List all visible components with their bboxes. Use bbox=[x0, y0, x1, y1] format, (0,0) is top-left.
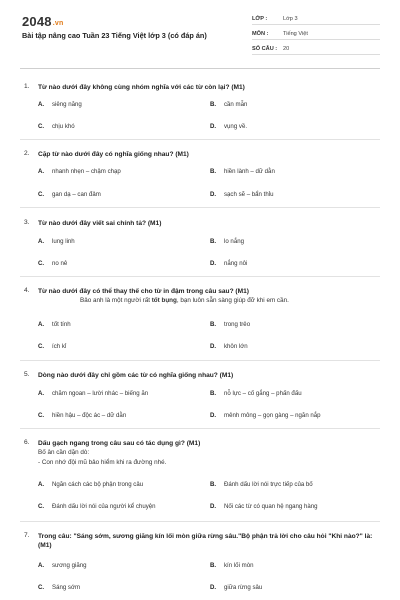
question-text: Dấu gạch ngang trong câu sau có tác dụng gì? (M1) bbox=[38, 440, 201, 447]
question-text: Từ nào dưới đây viết sai chính tả? (M1) bbox=[38, 220, 162, 227]
option-a[interactable]: A. chăm ngoan – lười nhác – biếng ăn bbox=[38, 390, 149, 397]
meta-class-value: Lớp 3 bbox=[283, 16, 298, 22]
option-b[interactable]: B. trong trẻo bbox=[210, 321, 251, 328]
question-number: 4. bbox=[24, 287, 30, 294]
question-divider bbox=[20, 521, 380, 522]
option-a[interactable]: A. Ngăn cách các bộ phận trong câu bbox=[38, 481, 144, 488]
example-line-2: - Con nhớ đội mũ bảo hiểm khi ra đường nhé. bbox=[38, 459, 167, 466]
question-divider bbox=[20, 276, 380, 277]
question-text: Cặp từ nào dưới đây có nghĩa giống nhau? (M1) bbox=[38, 151, 189, 158]
option-a[interactable]: A. tốt tính bbox=[38, 321, 71, 328]
option-c[interactable]: C. hiền hậu – độc ác – dữ dằn bbox=[38, 412, 127, 419]
worksheet-header bbox=[0, 0, 400, 66]
question-text: Dòng nào dưới đây chỉ gồm các từ có nghĩa giống nhau? (M1) bbox=[38, 372, 234, 379]
question-text: Trong câu: "Sáng sớm, sương giăng kín lối mòn giữa rừng sâu."Bộ phận trả lời cho câu hỏi "Khi nào?" là: (M1) bbox=[38, 533, 373, 549]
option-d[interactable]: D. vụng về. bbox=[210, 123, 248, 130]
option-c[interactable]: C. ích kỉ bbox=[38, 343, 67, 350]
header-divider bbox=[20, 68, 380, 69]
option-a[interactable]: A. nhanh nhẹn – chậm chạp bbox=[38, 168, 121, 175]
question-number: 2. bbox=[24, 150, 30, 157]
option-b[interactable]: B. hiền lành – dữ dằn bbox=[210, 168, 275, 175]
option-a[interactable]: A. sương giăng bbox=[38, 562, 87, 569]
option-d[interactable]: D. sạch sẽ – bẩn thỉu bbox=[210, 191, 274, 198]
option-b[interactable]: B. nỗ lực – cố gắng – phấn đấu bbox=[210, 390, 302, 397]
option-c[interactable]: C. no nê bbox=[38, 260, 68, 267]
meta-class-label: LỚP : bbox=[252, 16, 268, 22]
option-a[interactable]: A. lung linh bbox=[38, 238, 75, 245]
question-number: 5. bbox=[24, 371, 30, 378]
question-number: 1. bbox=[24, 83, 30, 90]
question-text: Từ nào dưới đây có thể thay thế cho từ in đậm trong câu sau? (M1) bbox=[38, 288, 249, 295]
meta-count-label: SỐ CÂU : bbox=[252, 46, 278, 52]
question-divider bbox=[20, 428, 380, 429]
option-b[interactable]: B. kín lối mòn bbox=[210, 562, 254, 569]
option-d[interactable]: D. nắng nôi bbox=[210, 260, 248, 267]
meta-subject-value: Tiếng Việt bbox=[283, 31, 308, 37]
site-logo[interactable]: 2048.vn bbox=[22, 14, 64, 29]
divider bbox=[252, 24, 380, 25]
question-divider bbox=[20, 139, 380, 140]
option-b[interactable]: B. lo nắng bbox=[210, 238, 244, 245]
example-sentence: Bảo anh là một người rất tốt bụng, bạn luôn sẵn sàng giúp đỡ khi em cần. bbox=[80, 297, 289, 304]
question-number: 7. bbox=[24, 532, 30, 539]
option-c[interactable]: C. chịu khó bbox=[38, 123, 75, 130]
option-b[interactable]: B. cần mẫn bbox=[210, 101, 248, 108]
question-text: Từ nào dưới đây không cùng nhóm nghĩa với các từ còn lại? (M1) bbox=[38, 84, 245, 91]
question-divider bbox=[20, 207, 380, 208]
option-c[interactable]: C. Sáng sớm bbox=[38, 584, 81, 591]
divider bbox=[252, 39, 380, 40]
document-title: Bài tập nâng cao Tuần 23 Tiếng Việt lớp 3 (có đáp án) bbox=[22, 31, 207, 40]
option-d[interactable]: D. mênh mông – gọn gàng – ngăn nắp bbox=[210, 412, 321, 419]
option-b[interactable]: B. Đánh dấu lời nói trực tiếp của bố bbox=[210, 481, 313, 488]
question-divider bbox=[20, 360, 380, 361]
option-c[interactable]: C. gan dạ – can đảm bbox=[38, 191, 101, 198]
divider bbox=[252, 54, 380, 55]
option-d[interactable]: D. Nối các từ có quan hệ ngang hàng bbox=[210, 503, 318, 510]
option-d[interactable]: D. giữa rừng sâu bbox=[210, 584, 263, 591]
option-a[interactable]: A. siêng năng bbox=[38, 101, 82, 108]
question-number: 6. bbox=[24, 439, 30, 446]
meta-subject-label: MÔN : bbox=[252, 31, 269, 37]
example-line-1: Bố ân cần dặn dò: bbox=[38, 449, 90, 456]
highlighted-word: tốt bụng bbox=[151, 297, 177, 304]
question-number: 3. bbox=[24, 219, 30, 226]
option-d[interactable]: D. khôn lớn bbox=[210, 343, 248, 350]
meta-count-value: 20 bbox=[283, 46, 290, 52]
option-c[interactable]: C. Đánh dấu lời nói của người kể chuyện bbox=[38, 503, 156, 510]
